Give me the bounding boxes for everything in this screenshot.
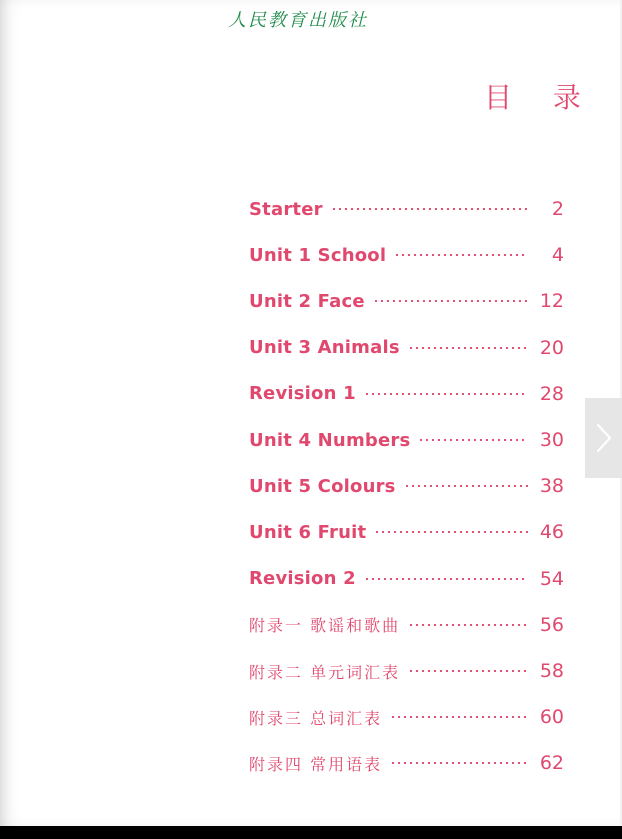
toc-entry[interactable] — [249, 517, 564, 547]
toc-leader-dots — [374, 531, 528, 533]
toc-entry[interactable] — [249, 379, 564, 409]
toc-entry[interactable] — [249, 333, 564, 363]
chevron-right-icon — [596, 423, 612, 453]
toc-entry[interactable] — [249, 425, 564, 455]
toc-entry-page-number: 28 — [539, 382, 564, 405]
toc-entry-label: Unit 4 Numbers — [249, 429, 411, 451]
toc-entry-label: Unit 2 Face — [249, 290, 365, 312]
toc-entry-page-number: 4 — [551, 244, 564, 267]
toc-entry-label: Unit 5 Colours — [249, 475, 396, 497]
toc-leader-dots — [373, 300, 528, 302]
toc-entry-page-number: 62 — [539, 752, 564, 775]
toc-entry[interactable] — [249, 286, 564, 316]
toc-leader-dots — [390, 716, 528, 718]
toc-leader-dots — [408, 670, 528, 672]
toc-leader-dots — [408, 347, 528, 349]
toc-leader-dots — [331, 208, 528, 210]
toc-entry-label: 附录二 单元词汇表 — [249, 662, 401, 682]
toc-leader-dots — [418, 439, 528, 441]
toc-entry-page-number: 56 — [539, 613, 564, 636]
toc-entry-page-number: 12 — [539, 290, 564, 313]
toc-entry[interactable] — [249, 564, 564, 594]
toc-entry-page-number: 60 — [539, 706, 564, 729]
toc-leader-dots — [408, 624, 528, 626]
toc-entry-label: Starter — [249, 198, 323, 220]
toc-entry[interactable] — [249, 194, 564, 224]
toc-entry-page-number: 58 — [539, 660, 564, 682]
toc-entry[interactable] — [249, 748, 564, 778]
toc-entry[interactable] — [249, 702, 564, 732]
toc-entry-label: Unit 1 School — [249, 244, 387, 266]
toc-entry-page-number: 30 — [539, 429, 564, 451]
toc-leader-dots — [394, 254, 528, 256]
toc-entry-label: 附录四 常用语表 — [249, 754, 383, 774]
toc-title: 目 录 — [484, 81, 597, 114]
toc-entry-page-number: 2 — [551, 198, 564, 220]
toc-entry[interactable] — [249, 656, 564, 686]
next-page-button[interactable] — [585, 398, 622, 478]
toc-entry[interactable] — [249, 471, 564, 501]
viewer-bottom-bar — [0, 826, 622, 839]
publisher-logo: 人民教育出版社 — [228, 10, 368, 31]
toc-leader-dots — [390, 762, 528, 764]
toc-entry-label: Revision 1 — [249, 383, 356, 405]
toc-leader-dots — [404, 485, 528, 487]
toc-entry-label: 附录三 总词汇表 — [249, 708, 383, 728]
toc-entry-label: Unit 6 Fruit — [249, 521, 367, 543]
toc-entry-label: Unit 3 Animals — [249, 337, 400, 359]
toc-entry-page-number: 46 — [539, 521, 564, 544]
toc-entry[interactable] — [249, 240, 564, 270]
toc-leader-dots — [364, 578, 528, 580]
toc-entry-page-number: 38 — [539, 475, 564, 498]
toc-entry-label: Revision 2 — [249, 568, 356, 590]
toc-leader-dots — [364, 393, 528, 395]
toc-entry-page-number: 54 — [539, 567, 564, 590]
toc-entry-label: 附录一 歌谣和歌曲 — [249, 616, 401, 636]
toc-entry[interactable] — [249, 610, 564, 640]
toc-entry-page-number: 20 — [539, 336, 564, 359]
